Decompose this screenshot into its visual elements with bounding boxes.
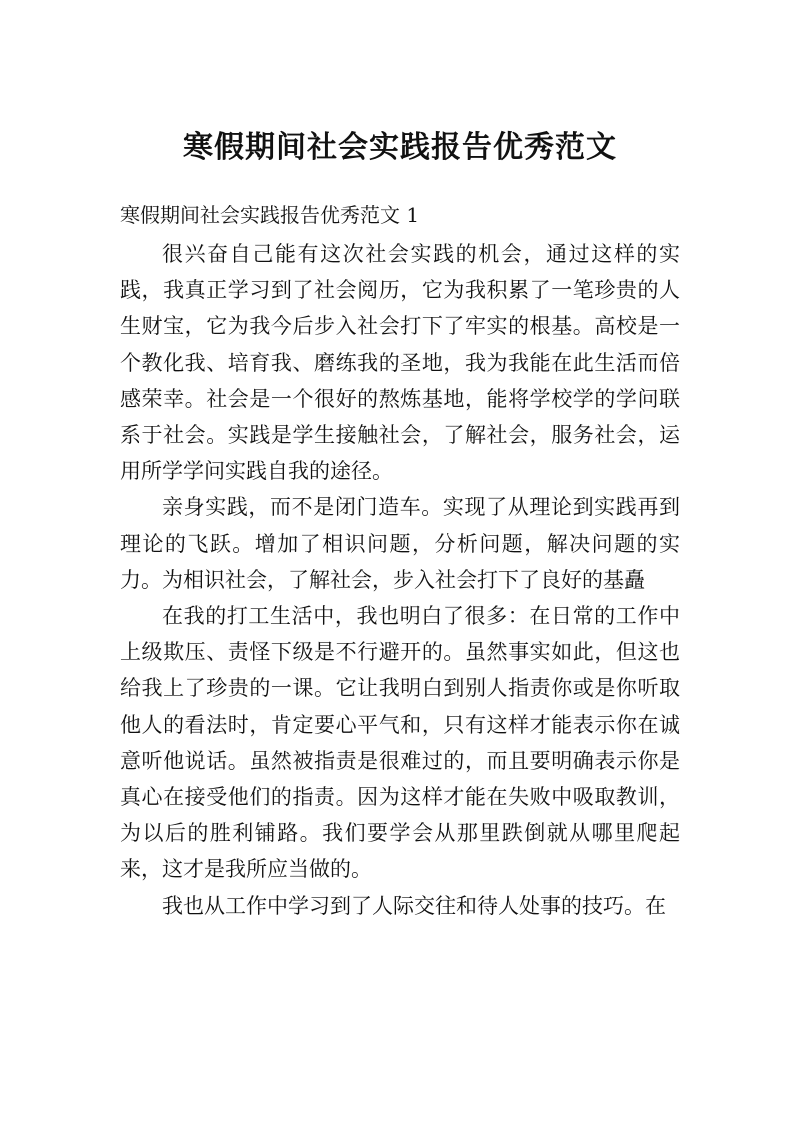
document-title: 寒假期间社会实践报告优秀范文 [183, 130, 617, 165]
document-body [120, 236, 680, 924]
paragraph-2: 亲身实践，而不是闭门造车。实现了从理论到实践再到理论的飞跃。增加了相识问题，分析问题，解决问题的实力。为相识社会，了解社会，步入社会打下了良好的基矗 [120, 495, 680, 592]
section-heading: 寒假期间社会实践报告优秀范文 1 [120, 203, 420, 227]
paragraph-4: 我也从工作中学习到了人际交往和待人处事的技巧。在 [162, 893, 666, 918]
paragraph-1: 很兴奋自己能有这次社会实践的机会，通过这样的实践，我真正学习到了社会阅历，它为我积累了一笔珍贵的人生财宝，它为我今后步入社会打下了牢实的根基。高校是一个教化我、培育我、磨练我的圣地，我为我能在此生活而倍感荣幸。社会是一个很好的熬炼基地，能将学校学的学问联系于社会。实践是学生接触社会，了解社会，服务社会，运用所学学问实践自我的途径。 [120, 242, 680, 484]
paragraph-3: 在我的打工生活中，我也明白了很多：在日常的工作中上级欺压、责怪下级是不行避开的。虽然事实如此，但这也给我上了珍贵的一课。它让我明白到别人指责你或是你听取他人的看法时，肯定要心平气和，只有这样才能表示你在诚意听他说话。虽然被指责是很难过的，而且要明确表示你是真心在接受他们的指责。因为这样才能在失败中吸取教训，为以后的胜利铺路。我们要学会从那里跌倒就从哪里爬起来，这才是我所应当做的。 [120, 604, 680, 882]
